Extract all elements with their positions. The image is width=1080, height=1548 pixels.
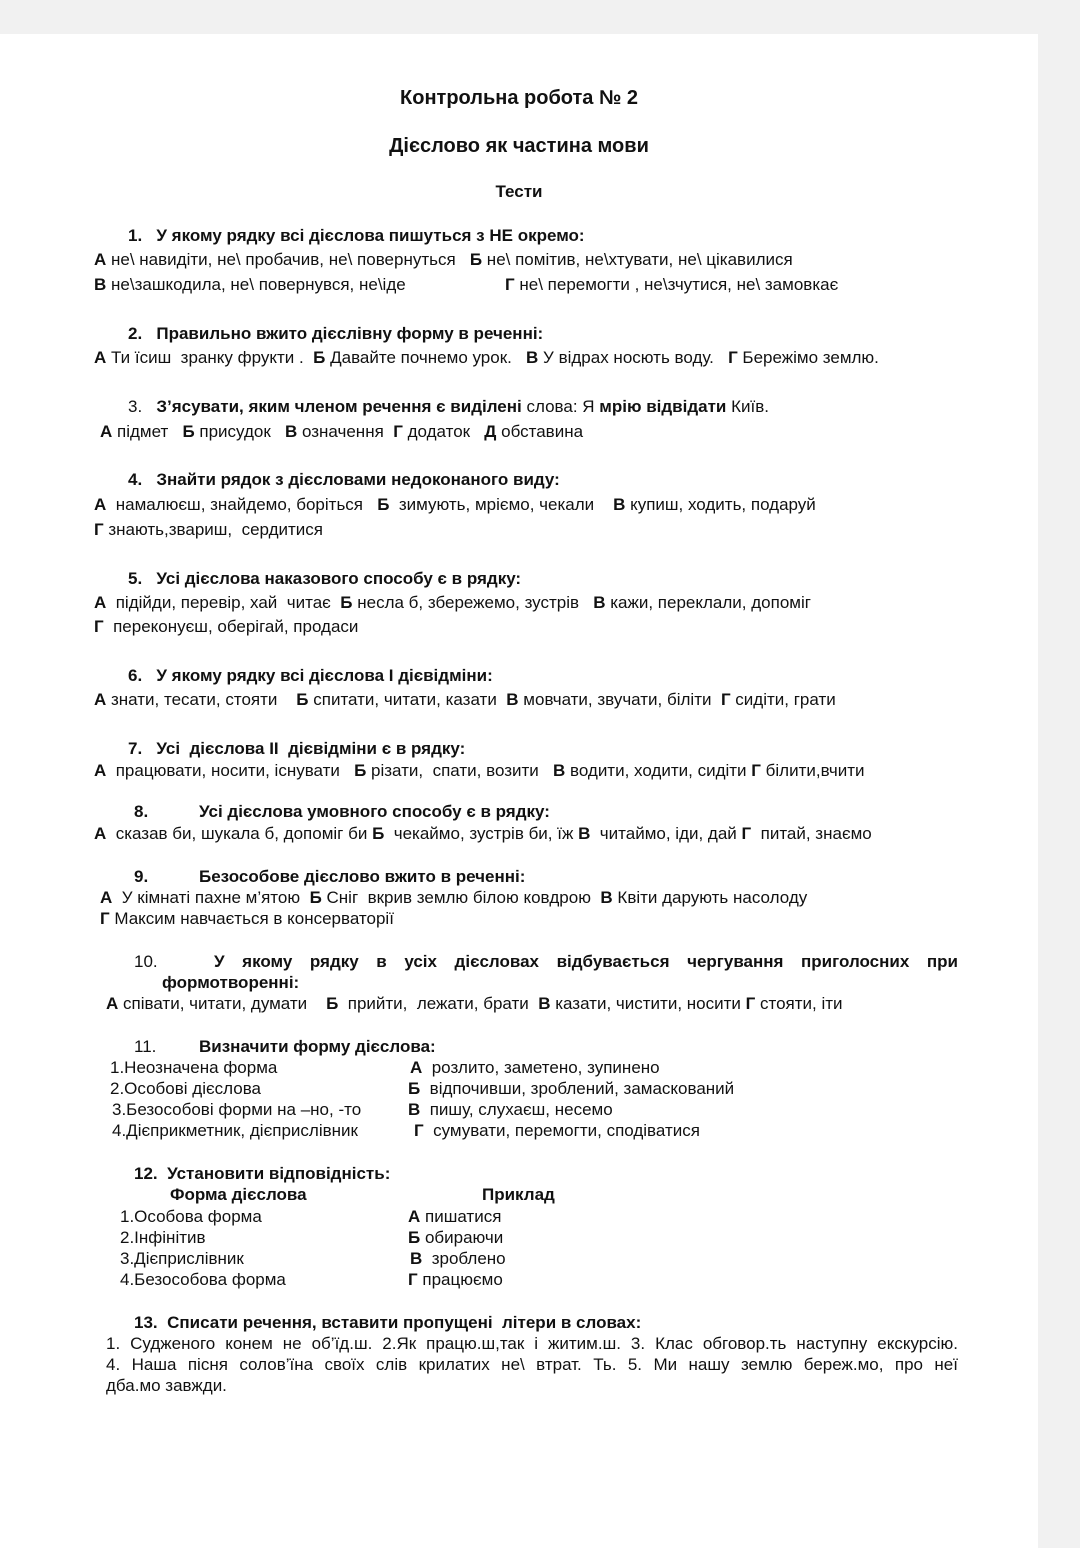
- option-text: стояти, іти: [755, 994, 843, 1013]
- option-text: Давайте почнемо урок.: [325, 348, 527, 367]
- option-text: У відрах носють воду.: [538, 348, 729, 367]
- question-1-options-row-1: [94, 250, 793, 270]
- option-text: У кімнаті пахне м’ятою: [112, 888, 310, 907]
- option-text: Бережімо землю.: [737, 348, 879, 367]
- option-letter: А: [94, 690, 107, 709]
- question-number: 8.: [134, 802, 149, 821]
- question-4-options-row-1: [94, 495, 816, 515]
- match-right-item: [408, 1100, 613, 1120]
- option-letter: А: [94, 348, 107, 367]
- option-letter: Б: [182, 422, 195, 441]
- question-number: 5.: [128, 569, 143, 588]
- option-text: спитати, читати, казати: [308, 690, 507, 709]
- option-letter: Б: [354, 761, 367, 780]
- option-letter: А: [100, 422, 113, 441]
- question-5-options-row-2: [94, 617, 358, 637]
- question-1-options-row-2a: [94, 275, 406, 295]
- option-text: обставина: [496, 422, 584, 441]
- match-left-item: 1.Особова форма: [120, 1207, 262, 1226]
- match-left-item: 1.Неозначена форма: [110, 1058, 278, 1077]
- question-7-heading: [128, 739, 465, 759]
- question-10-heading-cont: формотворенні:: [162, 973, 300, 992]
- question-12-heading: [134, 1164, 390, 1184]
- question-text: Усі дієслова наказового способу є в рядку:: [156, 569, 522, 588]
- question-5-options-row-1: [94, 593, 811, 613]
- page-title: Контрольна робота № 2: [400, 87, 638, 109]
- column-header-form: Форма дієслова: [170, 1185, 307, 1204]
- question-1-options-row-2b: [505, 275, 838, 295]
- option-text: підмет: [112, 422, 183, 441]
- option-letter: Г: [505, 275, 515, 294]
- option-letter: А: [94, 495, 107, 514]
- option-text: не\ помітив, не\хтувати, не\ цікавилися: [482, 250, 793, 269]
- option-letter: Г: [94, 617, 104, 636]
- option-text: несла б, збережемо, зустрів: [352, 593, 594, 612]
- question-number: 11.: [134, 1037, 157, 1056]
- question-number: 12.: [134, 1164, 158, 1183]
- option-text: працювати, носити, існувати: [106, 761, 355, 780]
- page-subtitle: Дієслово як частина мови: [389, 135, 649, 157]
- exercise-text-line: 4. Наша пісня солов’їна своїх слів крилатих не\ втрат. Ть. 5. Ми нашу землю береж.мо, про неї: [106, 1355, 958, 1374]
- question-2-heading: [128, 324, 543, 344]
- match-left-item: 2.Інфінітив: [120, 1228, 206, 1247]
- question-number: 2.: [128, 324, 143, 343]
- question-text: Усі дієслова умовного способу є в рядку:: [199, 802, 550, 821]
- option-text: різати, спати, возити: [366, 761, 553, 780]
- option-letter: В: [408, 1100, 421, 1119]
- option-letter: Б: [326, 994, 339, 1013]
- option-text: сидіти, грати: [730, 690, 836, 709]
- option-letter: В: [552, 761, 566, 780]
- option-letter: В: [593, 593, 606, 612]
- option-letter: Г: [94, 520, 104, 539]
- question-number: 7.: [128, 739, 143, 758]
- match-right-item: [408, 1270, 503, 1290]
- option-letter: Д: [484, 422, 497, 441]
- option-letter: В: [526, 348, 539, 367]
- option-letter: Б: [408, 1079, 421, 1098]
- option-text: відпочивши, зроблений, замаскований: [420, 1079, 735, 1098]
- option-letter: Б: [372, 824, 385, 843]
- option-text: співати, читати, думати: [118, 994, 327, 1013]
- option-text: сумувати, перемогти, сподіватися: [423, 1121, 700, 1140]
- question-7-options: [94, 761, 864, 781]
- option-letter: Б: [469, 250, 483, 269]
- match-left-item: 4.Дієприкметник, дієприслівник: [112, 1121, 358, 1140]
- question-5-heading: [128, 569, 521, 589]
- option-text: не\ навидіти, не\ пробачив, не\ повернуться: [106, 250, 470, 269]
- option-text: не\зашкодила, не\ повернувся, не\іде: [106, 275, 406, 294]
- option-text: додаток: [402, 422, 485, 441]
- question-text: З’ясувати, яким членом речення є виділені: [156, 397, 522, 416]
- question-text: Списати речення, вставити пропущені літери в словах:: [167, 1313, 642, 1332]
- option-text: пишу, слухаєш, несемо: [420, 1100, 613, 1119]
- option-text: Квіти дарують насолоду: [612, 888, 808, 907]
- match-right-item: [408, 1079, 734, 1099]
- option-text: означення: [297, 422, 394, 441]
- option-text: переконуєш, оберігай, продаси: [103, 617, 359, 636]
- question-3-heading: [128, 397, 769, 417]
- question-text: У якому рядку всі дієслова пишуться з НЕ окремо:: [156, 226, 585, 245]
- option-text: водити, ходити, сидіти: [565, 761, 752, 780]
- match-right-item: [410, 1058, 660, 1078]
- question-8-options: [94, 824, 872, 844]
- question-11-heading: [134, 1037, 436, 1057]
- option-text: прийти, лежати, брати: [338, 994, 539, 1013]
- option-letter: А: [94, 824, 107, 843]
- option-text: обираючи: [420, 1228, 504, 1247]
- option-text: намалюєш, знайдемо, боріться: [106, 495, 378, 514]
- column-header-example: Приклад: [482, 1185, 555, 1204]
- option-letter: Б: [340, 593, 353, 612]
- option-letter: Б: [313, 348, 326, 367]
- option-letter: Б: [408, 1228, 421, 1247]
- option-text: знають,звариш, сердитися: [103, 520, 324, 539]
- option-letter: Г: [728, 348, 738, 367]
- question-text: Безособове дієслово вжито в реченні:: [199, 867, 526, 886]
- question-text-highlight: мрію відвідати: [599, 397, 727, 416]
- question-2-options: [94, 348, 879, 368]
- question-number: 3.: [128, 397, 143, 416]
- option-text: зимують, мріємо, чекали: [389, 495, 614, 514]
- match-right-item: [408, 1207, 501, 1227]
- option-letter: А: [94, 761, 107, 780]
- question-number: 1.: [128, 226, 143, 245]
- option-letter: А: [94, 593, 107, 612]
- match-left-item: 3.Безособові форми на –но, -то: [112, 1100, 362, 1119]
- option-letter: Г: [414, 1121, 424, 1140]
- question-4-heading: [128, 470, 560, 490]
- option-letter: В: [578, 824, 591, 843]
- option-letter: В: [410, 1249, 423, 1268]
- match-right-item: [408, 1228, 503, 1248]
- option-letter: Г: [745, 994, 756, 1013]
- option-letter: А: [408, 1207, 421, 1226]
- match-left-item: 3.Дієприслівник: [120, 1249, 244, 1268]
- option-text: зроблено: [422, 1249, 506, 1268]
- question-6-options: [94, 690, 836, 710]
- option-text: чекаймо, зустрів би, їж: [384, 824, 579, 843]
- option-letter: А: [94, 250, 107, 269]
- question-text: У якому рядку в усіх дієсловах відбувається чергування приголосних при: [214, 952, 958, 971]
- option-text: працюємо: [417, 1270, 503, 1289]
- question-text: Визначити форму дієслова:: [199, 1037, 436, 1056]
- option-letter: Г: [393, 422, 403, 441]
- option-letter: В: [613, 495, 626, 514]
- question-9-heading: [134, 867, 526, 887]
- option-text: кажи, переклали, допоміг: [605, 593, 811, 612]
- option-letter: Г: [720, 690, 731, 709]
- option-text: питай, знаємо: [751, 824, 872, 843]
- option-letter: Б: [309, 888, 322, 907]
- question-10-options: [106, 994, 843, 1014]
- option-letter: В: [284, 422, 298, 441]
- question-text: Усі дієслова ІІ дієвідміни є в рядку:: [156, 739, 466, 758]
- option-letter: А: [106, 994, 119, 1013]
- option-text: присудок: [194, 422, 285, 441]
- match-left-item: 4.Безособова форма: [120, 1270, 286, 1289]
- question-10-heading: [134, 952, 958, 972]
- question-9-options-row-2: [100, 909, 394, 929]
- exercise-text-line: дба.мо завжди.: [106, 1376, 227, 1395]
- option-letter: В: [538, 994, 551, 1013]
- question-8-heading: [134, 802, 550, 822]
- question-number: 4.: [128, 470, 143, 489]
- question-number: 9.: [134, 867, 149, 886]
- option-letter: А: [100, 888, 113, 907]
- option-letter: Г: [100, 909, 110, 928]
- match-right-item: [414, 1121, 700, 1141]
- option-letter: В: [506, 690, 519, 709]
- option-letter: Б: [377, 495, 390, 514]
- option-letter: В: [600, 888, 613, 907]
- question-number: 10.: [134, 952, 158, 971]
- question-3-options: [100, 422, 583, 442]
- match-right-item: [410, 1249, 506, 1269]
- question-4-options-row-2: [94, 520, 323, 540]
- match-left-item: 2.Особові дієслова: [110, 1079, 261, 1098]
- option-text: не\ перемогти , не\зчутися, не\ замовкає: [514, 275, 839, 294]
- document-page: [0, 34, 1038, 1548]
- option-letter: Г: [751, 761, 761, 780]
- question-text: слова: Я: [521, 397, 600, 416]
- option-letter: Г: [741, 824, 752, 843]
- option-text: пишатися: [420, 1207, 502, 1226]
- option-letter: Г: [408, 1270, 418, 1289]
- option-text: розлито, заметено, зупинено: [422, 1058, 660, 1077]
- question-text: Установити відповідність:: [167, 1164, 391, 1183]
- option-text: сказав би, шукала б, допоміг би: [106, 824, 373, 843]
- question-6-heading: [128, 666, 493, 686]
- question-text: Київ.: [726, 397, 769, 416]
- option-text: білити,вчити: [760, 761, 865, 780]
- question-text: Знайти рядок з дієсловами недоконаного виду:: [156, 470, 560, 489]
- option-letter: В: [94, 275, 107, 294]
- question-1-heading: [128, 226, 585, 246]
- option-text: купиш, ходить, подаруй: [625, 495, 816, 514]
- option-text: Максим навчається в консерваторії: [109, 909, 394, 928]
- question-9-options-row-1: [100, 888, 807, 908]
- option-letter: А: [410, 1058, 423, 1077]
- question-text: У якому рядку всі дієслова І дієвідміни:: [156, 666, 493, 685]
- option-letter: Б: [296, 690, 309, 709]
- question-number: 13.: [134, 1313, 158, 1332]
- option-text: мовчати, звучати, біліти: [518, 690, 721, 709]
- option-text: читаймо, іди, дай: [590, 824, 742, 843]
- option-text: знати, тесати, стояти: [106, 690, 297, 709]
- option-text: підійди, перевір, хай читає: [106, 593, 341, 612]
- exercise-text-line: 1. Судженого конем не об’їд.ш. 2.Як працю.ш,так і житим.ш. 3. Клас обговор.ть наступну екскурсію.: [106, 1334, 958, 1353]
- option-text: Ти їсиш зранку фрукти .: [106, 348, 314, 367]
- option-text: казати, чистити, носити: [550, 994, 746, 1013]
- option-text: Сніг вкрив землю білою ковдрою: [321, 888, 601, 907]
- question-13-heading: [134, 1313, 641, 1333]
- section-heading: Тести: [495, 182, 543, 201]
- question-number: 6.: [128, 666, 143, 685]
- question-text: Правильно вжито дієслівну форму в реченні:: [156, 324, 544, 343]
